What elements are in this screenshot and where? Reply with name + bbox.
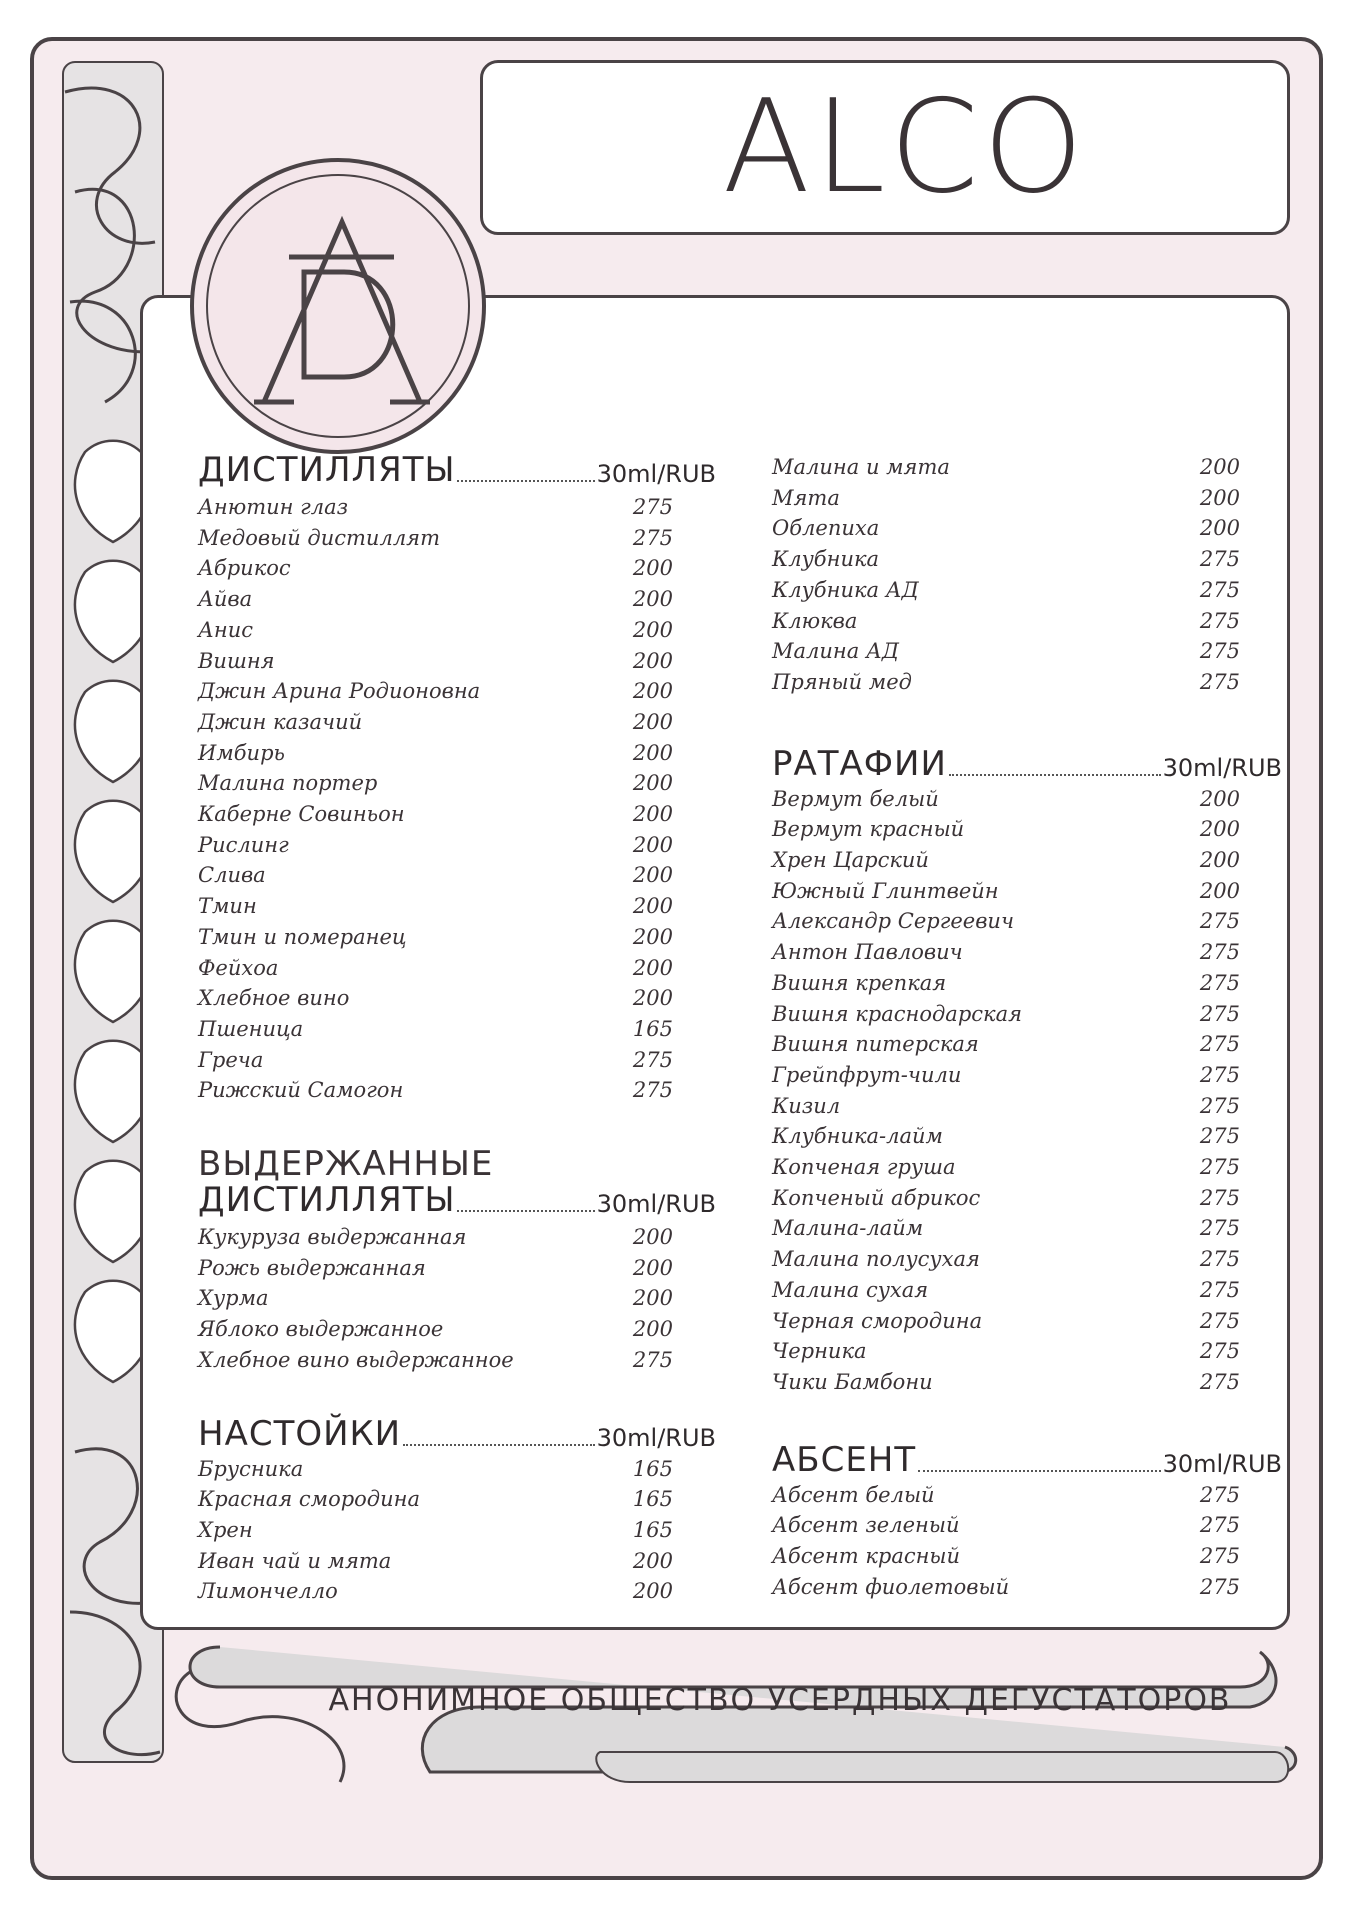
dotted-leader: [918, 1470, 1160, 1472]
menu-item: Хурма 200: [198, 1286, 673, 1311]
menu-item: Чики Бамбони 275: [772, 1369, 1240, 1394]
menu-item: Хрен Царский 200: [772, 848, 1240, 873]
section-aged-distillates: [198, 1146, 716, 1376]
menu-item: Греча 275: [198, 1047, 673, 1072]
menu-item: Малина-лайм 275: [772, 1216, 1240, 1241]
menu-item: Вишня крепкая 275: [772, 970, 1240, 995]
item-list: [198, 1222, 673, 1376]
menu-item: Анис 200: [198, 617, 673, 642]
menu-item: Клубника АД 275: [772, 577, 1240, 602]
menu-item: Облепиха 200: [772, 516, 1240, 541]
unit-label: 30ml/RUB: [596, 1190, 716, 1219]
menu-item: Малина портер 200: [198, 771, 673, 796]
section-title: РАТАФИИ: [772, 743, 947, 784]
menu-item: Малина полусухая 275: [772, 1247, 1240, 1272]
menu-item: Абсент красный 275: [772, 1544, 1240, 1569]
menu-item: Вермут белый 200: [772, 786, 1240, 811]
dotted-leader: [457, 480, 594, 482]
menu-item: Вишня краснодарская 275: [772, 1001, 1240, 1026]
unit-label: 30ml/RUB: [1162, 1449, 1282, 1478]
menu-item: Имбирь 200: [198, 740, 673, 765]
menu-item: Абрикос 200: [198, 556, 673, 581]
section-title-line2: ДИСТИЛЛЯТЫ: [198, 1180, 456, 1221]
menu-item: Клубника 275: [772, 547, 1240, 572]
menu-item: Антон Павлович 275: [772, 940, 1240, 965]
menu-item: Клубника-лайм 275: [772, 1124, 1240, 1149]
section-header: [772, 743, 1282, 784]
menu-item: Рислинг 200: [198, 832, 673, 857]
section-title: НАСТОЙКИ: [198, 1413, 402, 1454]
menu-item: Хрен 165: [198, 1517, 673, 1542]
section-header: [198, 452, 716, 488]
menu-item: Абсент белый 275: [772, 1482, 1240, 1507]
menu-item: Рожь выдержанная 200: [198, 1255, 673, 1280]
menu-item: Копченая груша 275: [772, 1155, 1240, 1180]
menu-item: Тмин и померанец 200: [198, 924, 673, 949]
item-list: [772, 1480, 1240, 1603]
menu-item: Джин казачий 200: [198, 709, 673, 734]
dotted-leader: [457, 1210, 594, 1212]
item-list: [198, 1454, 673, 1608]
section-title-line1: ВЫДЕРЖАННЫЕ: [198, 1144, 494, 1185]
menu-item: Кукуруза выдержанная 200: [198, 1225, 673, 1250]
menu-item: Вишня 200: [198, 648, 673, 673]
menu-item: Малина сухая 275: [772, 1277, 1240, 1302]
unit-label: 30ml/RUB: [596, 460, 716, 488]
page-title: ALCO: [722, 73, 1088, 222]
section-header: [772, 1439, 1282, 1480]
dotted-leader: [949, 774, 1161, 776]
menu-item: Мята 200: [772, 485, 1240, 510]
section-distillates: [198, 452, 716, 1106]
section-header: [198, 1180, 716, 1221]
menu-item: Малина и мята 200: [772, 455, 1240, 479]
menu-item: Иван чай и мята 200: [198, 1548, 673, 1573]
menu-item: Каберне Совиньон 200: [198, 802, 673, 827]
menu-item: Копченый абрикос 275: [772, 1185, 1240, 1210]
section-title: АБСЕНТ: [772, 1439, 917, 1480]
menu-item: Брусника 165: [198, 1456, 673, 1481]
menu-item: Черника 275: [772, 1339, 1240, 1364]
menu-item: Вермут красный 200: [772, 817, 1240, 842]
item-list-tinctures-continued: [772, 452, 1240, 698]
menu-item: Абсент фиолетовый 275: [772, 1574, 1240, 1599]
section-absinthe: [772, 1439, 1282, 1603]
section-tinctures: [198, 1413, 716, 1608]
menu-item: Красная смородина 165: [198, 1487, 673, 1512]
footer-slogan: АНОНИМНОЕ ОБЩЕСТВО УСЕРДНЫХ ДЕГУСТАТОРОВ: [328, 1683, 1232, 1718]
dotted-leader: [403, 1444, 595, 1446]
menu-item: Лимончелло 200: [198, 1579, 673, 1604]
title-box: [480, 60, 1290, 235]
menu-item: Тмин 200: [198, 894, 673, 919]
section-header: [198, 1413, 716, 1454]
menu-item: Александр Сергеевич 275: [772, 909, 1240, 934]
menu-item: Грейпфрут-чили 275: [772, 1062, 1240, 1087]
unit-label: 30ml/RUB: [596, 1423, 716, 1452]
menu-item: Абсент зеленый 275: [772, 1513, 1240, 1538]
ad-monogram-logo: [194, 162, 490, 458]
menu-item: Джин Арина Родионовна 200: [198, 679, 673, 704]
menu-item: Анютин глаз 275: [198, 495, 673, 519]
menu-item: Хлебное вино 200: [198, 986, 673, 1011]
menu-item: Черная смородина 275: [772, 1308, 1240, 1333]
section-title: ДИСТИЛЛЯТЫ: [198, 450, 456, 490]
menu-item: Фейхоа 200: [198, 955, 673, 980]
item-list: [772, 784, 1240, 1398]
menu-item: Слива 200: [198, 863, 673, 888]
menu-item: Яблоко выдержанное 200: [198, 1317, 673, 1342]
menu-item: Южный Глинтвейн 200: [772, 878, 1240, 903]
left-column: [198, 452, 716, 1607]
menu-item: Кизил 275: [772, 1093, 1240, 1118]
unit-label: 30ml/RUB: [1162, 753, 1282, 782]
menu-item: Вишня питерская 275: [772, 1032, 1240, 1057]
logo-badge: [190, 158, 486, 454]
menu-item: Клюква 275: [772, 608, 1240, 633]
item-list: [198, 492, 673, 1106]
section-ratafia: [772, 743, 1282, 1398]
menu-item: Рижский Самогон 275: [198, 1078, 673, 1103]
menu-item: Пряный мед 275: [772, 669, 1240, 694]
menu-item: Пшеница 165: [198, 1016, 673, 1041]
right-column: [772, 452, 1282, 1603]
menu-item: Хлебное вино выдержанное 275: [198, 1347, 673, 1372]
menu-item: Малина АД 275: [772, 639, 1240, 664]
menu-item: Медовый дистиллят 275: [198, 525, 673, 550]
menu-item: Айва 200: [198, 587, 673, 612]
